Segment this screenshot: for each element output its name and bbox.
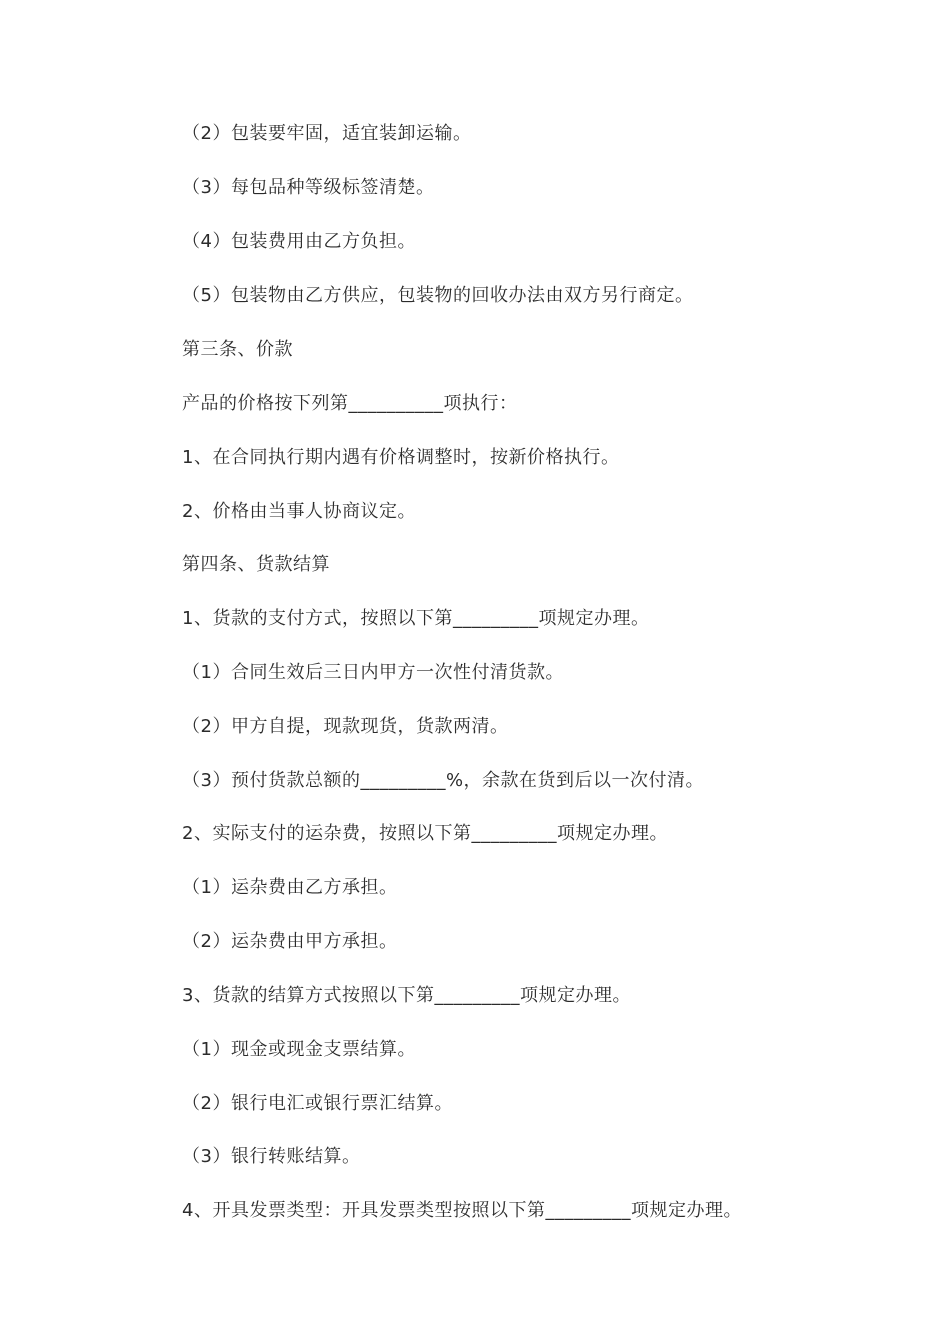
freight-option-1: （1）运杂费由乙方承担。 [182, 877, 398, 898]
settlement-item-2: 2、实际支付的运杂费，按照以下第_________项规定办理。 [182, 823, 668, 844]
settlement-method-3: （3）银行转账结算。 [182, 1146, 361, 1167]
price-intro: 产品的价格按下列第__________项执行： [182, 393, 518, 414]
clause-packaging-5: （5）包装物由乙方供应，包装物的回收办法由双方另行商定。 [182, 285, 694, 306]
section-heading-price: 第三条、价款 [182, 339, 293, 360]
clause-packaging-2: （2）包装要牢固，适宜装卸运输。 [182, 123, 472, 144]
price-item-2: 2、价格由当事人协商议定。 [182, 501, 416, 522]
payment-option-1: （1）合同生效后三日内甲方一次性付清货款。 [182, 662, 564, 683]
clause-packaging-4: （4）包装费用由乙方负担。 [182, 231, 416, 252]
payment-option-2: （2）甲方自提，现款现货，货款两清。 [182, 716, 509, 737]
freight-option-2: （2）运杂费由甲方承担。 [182, 931, 398, 952]
section-heading-settlement: 第四条、货款结算 [182, 554, 330, 575]
clause-packaging-3: （3）每包品种等级标签清楚。 [182, 177, 435, 198]
price-item-1: 1、在合同执行期内遇有价格调整时，按新价格执行。 [182, 447, 620, 468]
settlement-method-1: （1）现金或现金支票结算。 [182, 1039, 416, 1060]
settlement-item-1: 1、货款的支付方式，按照以下第_________项规定办理。 [182, 608, 650, 629]
settlement-item-4: 4、开具发票类型：开具发票类型按照以下第_________项规定办理。 [182, 1200, 742, 1221]
payment-option-3: （3）预付货款总额的_________%，余款在货到后以一次付清。 [182, 770, 705, 791]
settlement-method-2: （2）银行电汇或银行票汇结算。 [182, 1093, 453, 1114]
settlement-item-3: 3、货款的结算方式按照以下第_________项规定办理。 [182, 985, 631, 1006]
